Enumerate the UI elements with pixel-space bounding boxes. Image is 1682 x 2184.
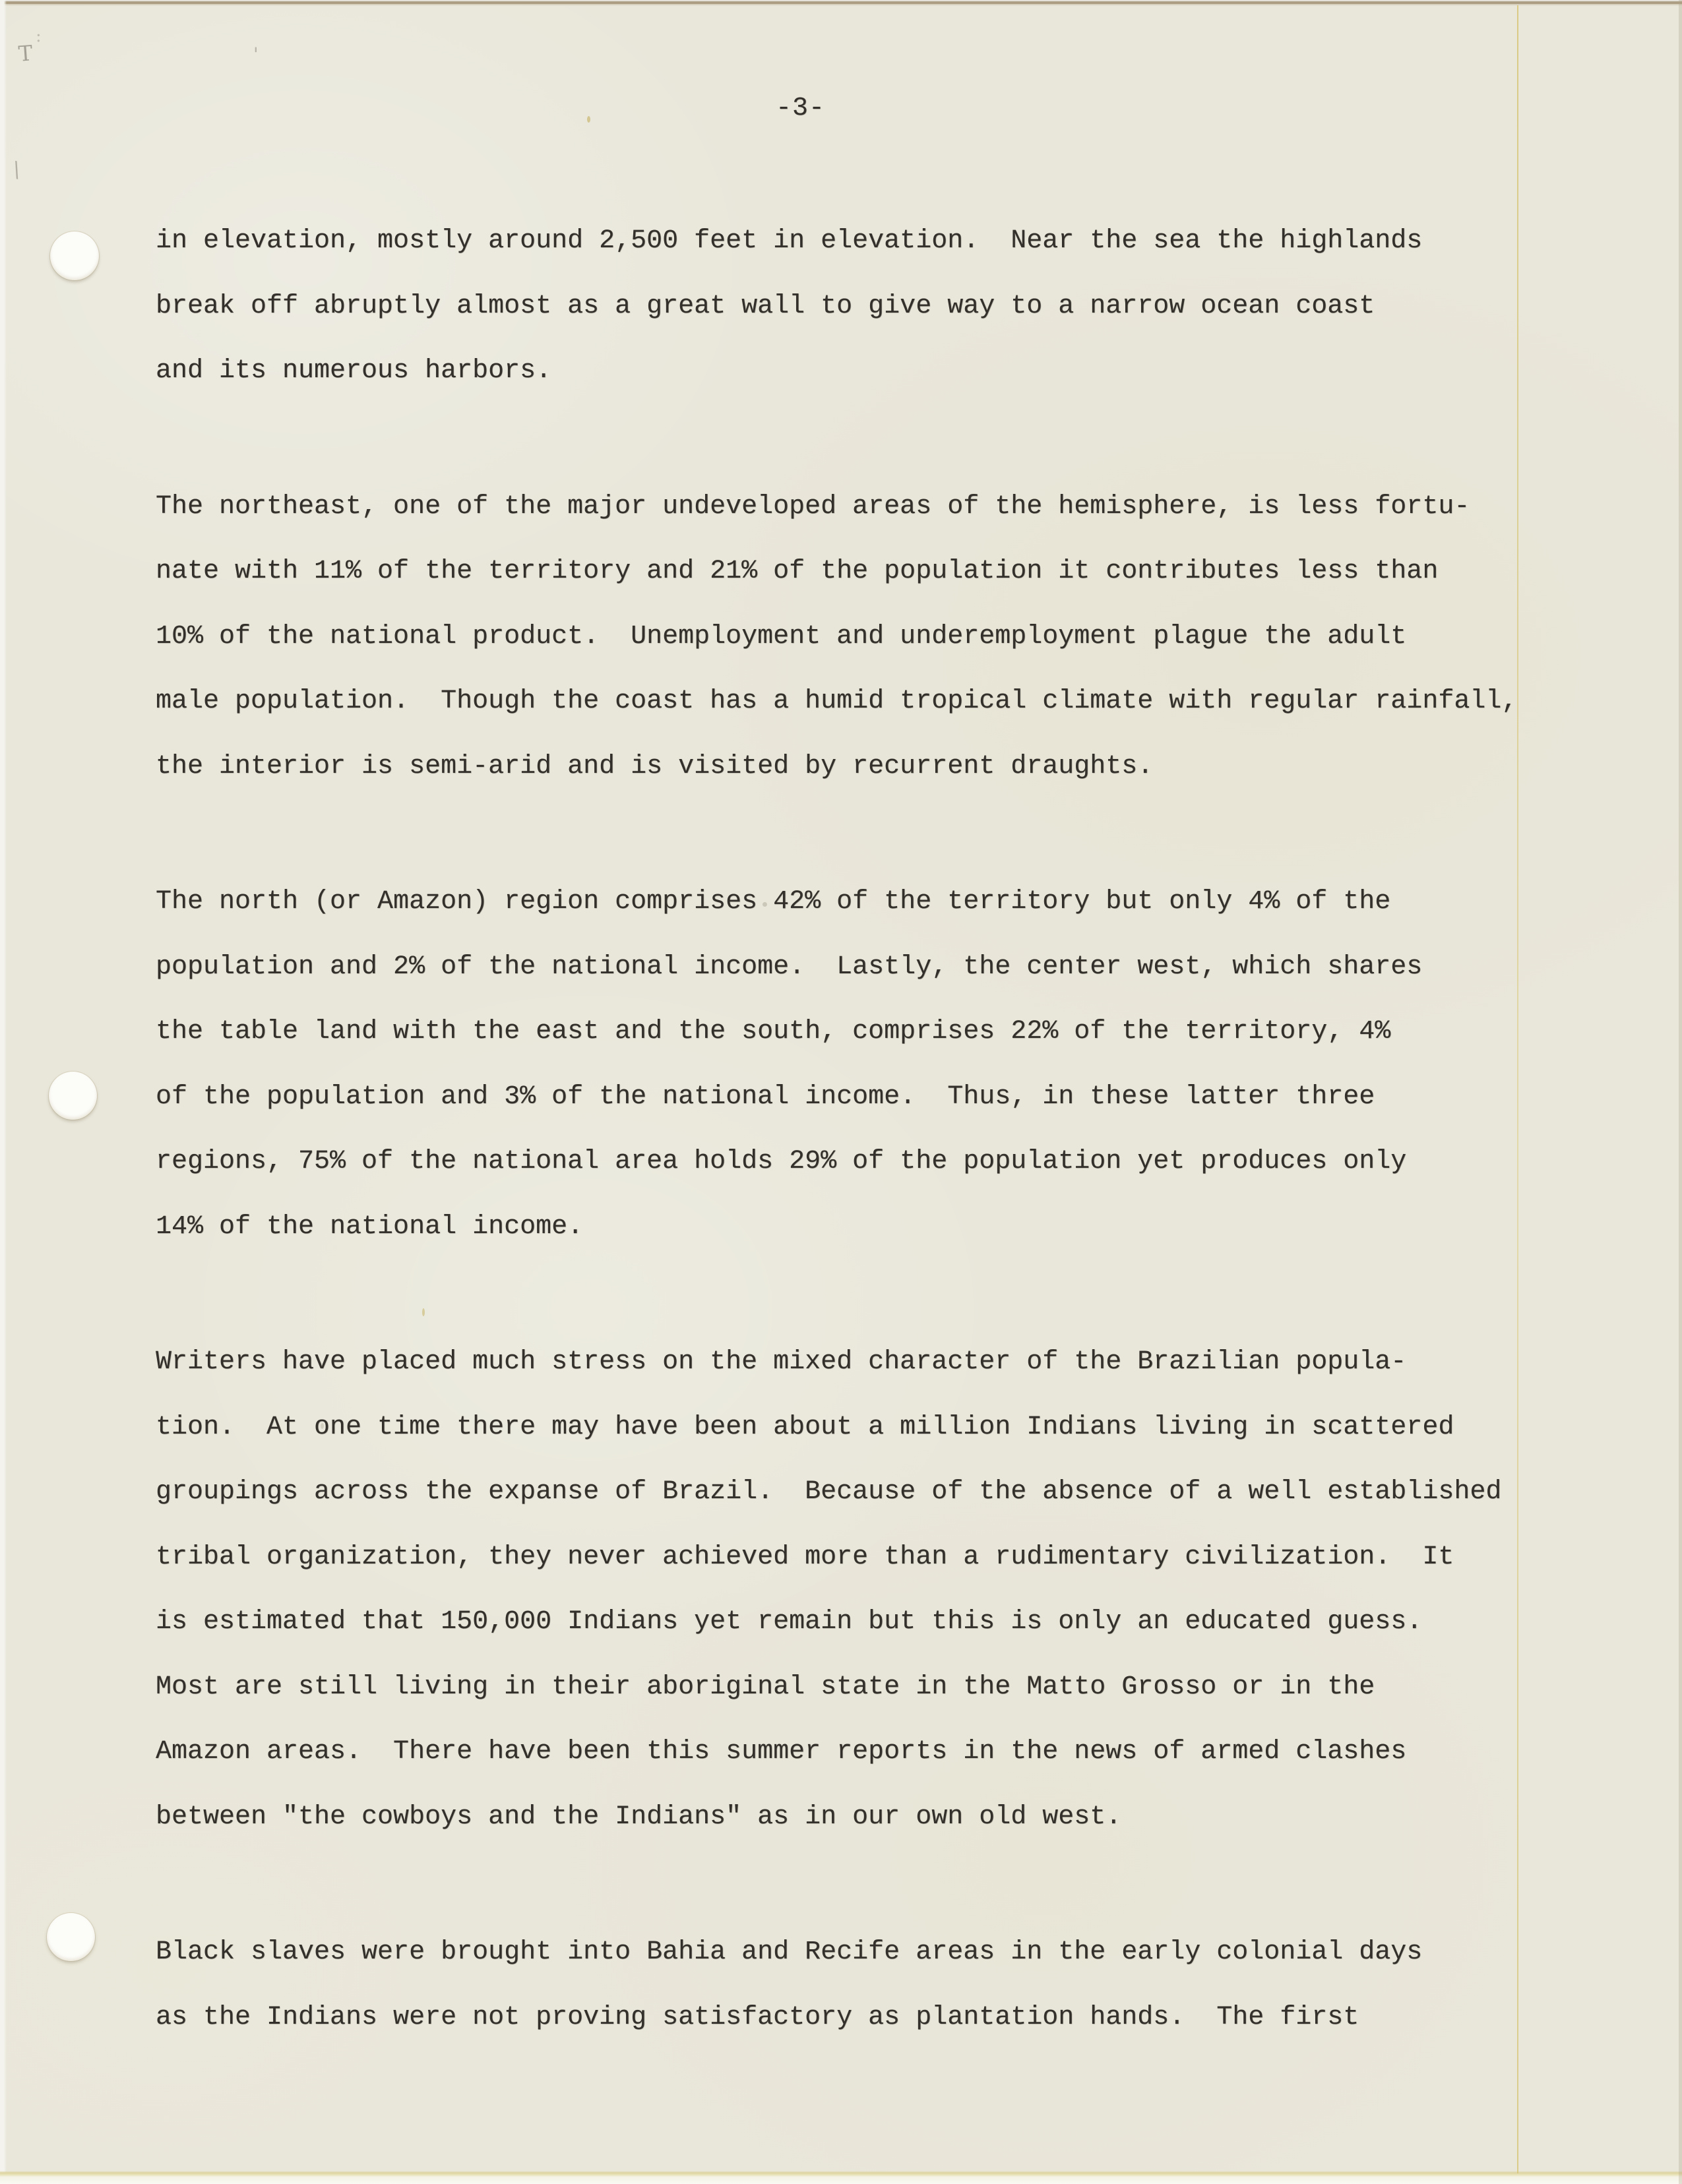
text-line: tion. At one time there may have been about a million Indians living in scattered bbox=[156, 1412, 1454, 1442]
text-line: and its numerous harbors. bbox=[156, 356, 552, 386]
paragraph-northeast bbox=[156, 475, 1554, 800]
pencil-mark: \ bbox=[10, 156, 24, 183]
text-line: in elevation, mostly around 2,500 feet in elevation. Near the sea the highlands bbox=[156, 226, 1423, 256]
page-number: -3- bbox=[776, 94, 826, 123]
text-line: Amazon areas. There have been this summer reports in the news of armed clashes bbox=[156, 1737, 1407, 1767]
text-line: The northeast, one of the major undeveloped areas of the hemisphere, is less fortu- bbox=[156, 491, 1470, 522]
paper-speck bbox=[321, 1423, 324, 1429]
paragraph-population bbox=[156, 1330, 1554, 1850]
text-line: 10% of the national product. Unemployment and underemployment plague the adult bbox=[156, 621, 1407, 652]
text-line: The north (or Amazon) region comprises 42% of the territory but only 4% of the bbox=[156, 887, 1391, 917]
paper-speck bbox=[422, 1308, 425, 1316]
text-line: regions, 75% of the national area holds 29% of the population yet produces only bbox=[156, 1147, 1407, 1176]
text-line: population and 2% of the national income. Lastly, the center west, which shares bbox=[156, 952, 1423, 982]
scan-edge-top bbox=[0, 0, 1682, 6]
text-line: Black slaves were brought into Bahia and Recife areas in the early colonial days bbox=[156, 1937, 1423, 1967]
text-line: male population. Though the coast has a humid tropical climate with regular rainfall, bbox=[156, 686, 1518, 716]
text-line: 14% of the national income. bbox=[156, 1211, 584, 1242]
text-line: between "the cowboys and the Indians" as in our own old west. bbox=[156, 1802, 1122, 1832]
paper-speck bbox=[763, 902, 767, 907]
hole-punch-top bbox=[50, 231, 99, 280]
text-line: of the population and 3% of the national income. Thus, in these latter three bbox=[156, 1081, 1375, 1112]
hole-punch-middle bbox=[49, 1072, 97, 1120]
text-line: tribal organization, they never achieved more than a rudimentary civilization. It bbox=[156, 1542, 1454, 1572]
paragraph-highlands bbox=[156, 209, 1554, 404]
text-line: the interior is semi-arid and is visited by recurrent draughts. bbox=[156, 751, 1154, 781]
document-body bbox=[156, 209, 1554, 2050]
scan-edge-right bbox=[1679, 0, 1682, 2184]
text-line: nate with 11% of the territory and 21% of the population it contributes less than bbox=[156, 557, 1439, 586]
text-line: break off abruptly almost as a great wall to give way to a narrow ocean coast bbox=[156, 291, 1375, 321]
text-line: Writers have placed much stress on the mixed character of the Brazilian popula- bbox=[156, 1347, 1407, 1377]
text-line: the table land with the east and the south, comprises 22% of the territory, 4% bbox=[156, 1017, 1391, 1046]
pencil-mark: ' bbox=[253, 44, 259, 65]
text-line: Most are still living in their aboriginal state in the Matto Grosso or in the bbox=[156, 1672, 1375, 1702]
text-line: groupings across the expanse of Brazil. Because of the absence of a well established bbox=[156, 1477, 1502, 1507]
pencil-mark: T bbox=[17, 40, 34, 67]
hole-punch-bottom bbox=[47, 1913, 95, 1961]
pencil-mark: : bbox=[36, 26, 42, 46]
paper-speck bbox=[587, 116, 590, 123]
text-line: as the Indians were not proving satisfactory as plantation hands. The first bbox=[156, 2002, 1359, 2032]
paragraph-slaves bbox=[156, 1920, 1554, 2050]
scan-edge-left bbox=[0, 0, 7, 2184]
text-line: is estimated that 150,000 Indians yet remain but this is only an educated guess. bbox=[156, 1607, 1423, 1637]
paragraph-north-amazon bbox=[156, 870, 1554, 1259]
scan-edge-bottom bbox=[0, 2171, 1682, 2184]
